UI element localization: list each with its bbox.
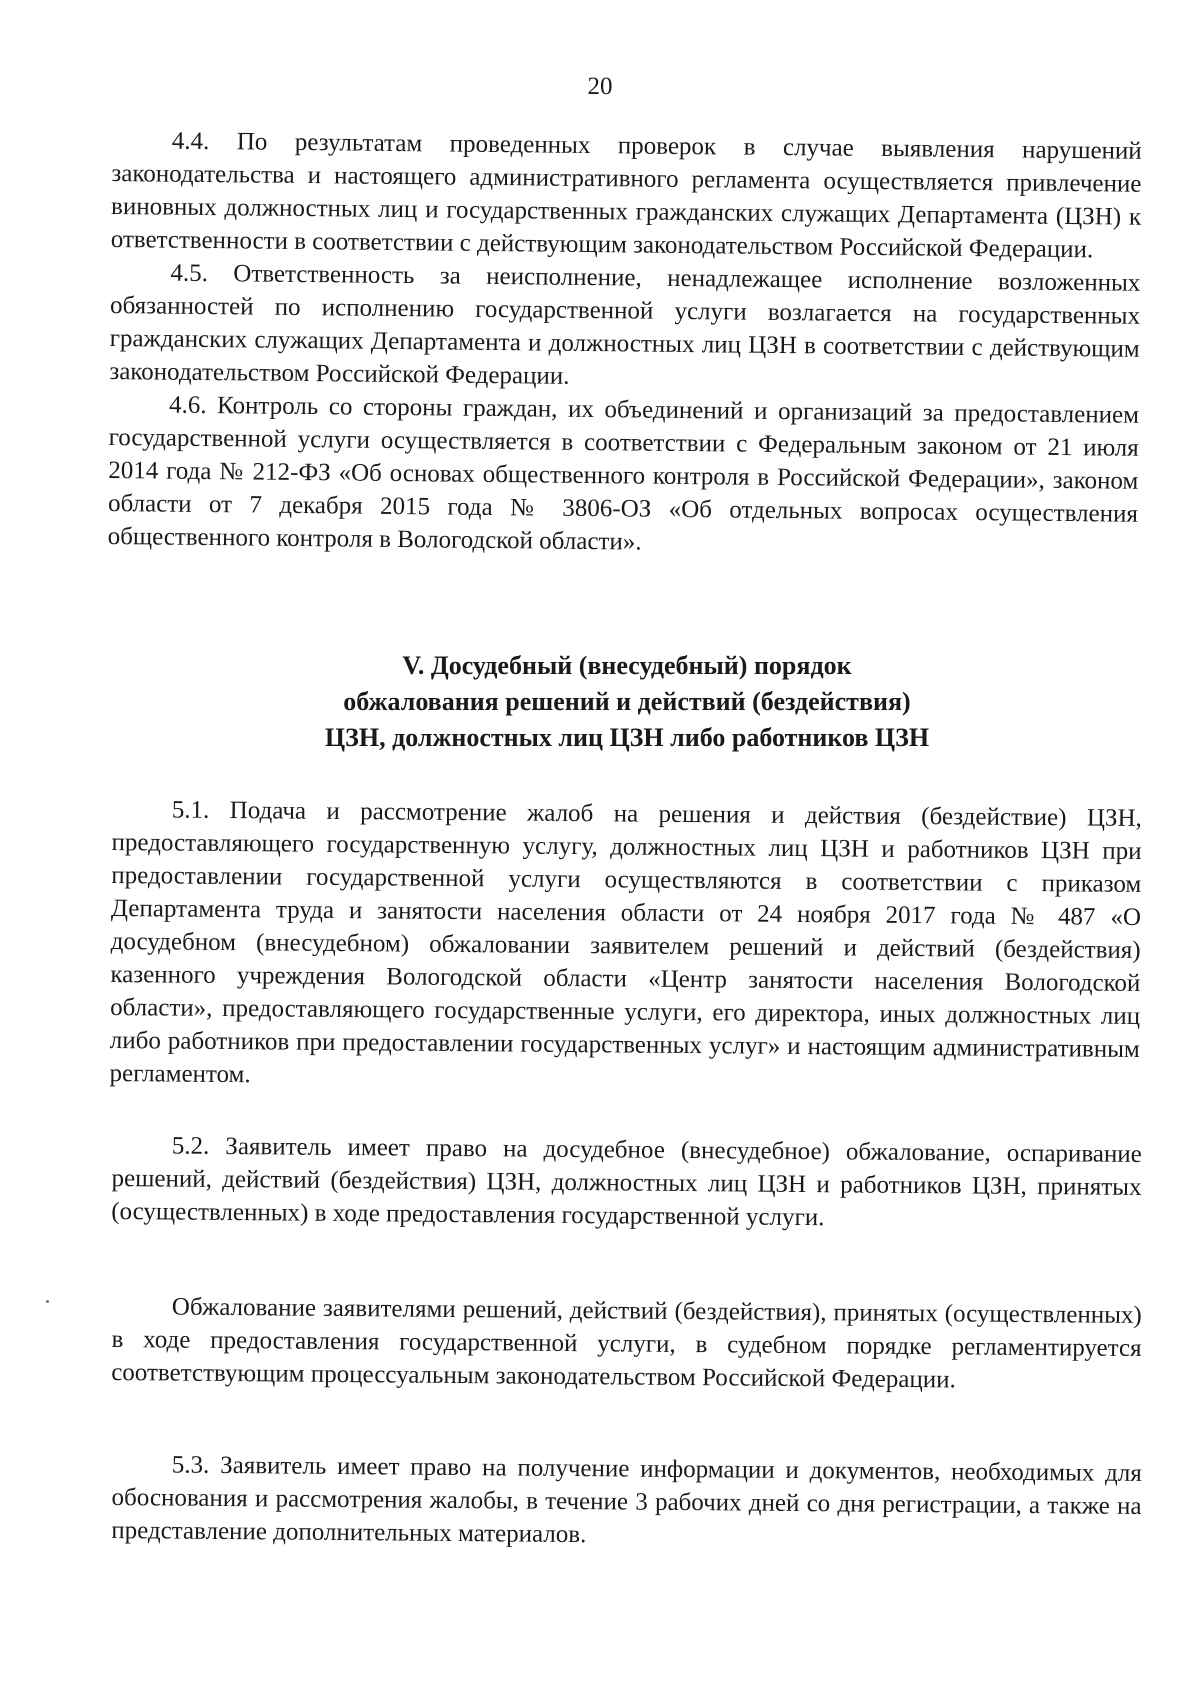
- paragraph-5-3: 5.3. Заявитель имеет право на получение информации и документов, необходимых для обоснования и рассмотрения жалобы, в течение 3 рабочих дней со дня регистрации, а также на представление дополнительных материалов.: [111, 1451, 1142, 1549]
- paragraph-5-2: 5.2. Заявитель имеет право на досудебное (внесудебное) обжалование, оспаривание решений, действий (бездействия) ЦЗН, должностных лиц ЦЗН и работников ЦЗН, принятых (осуществленных) в ходе предоставления государственной услуги.: [111, 1132, 1142, 1232]
- scan-speck: [46, 1300, 49, 1303]
- paragraph-5-2-block: [111, 1129, 1142, 1237]
- paragraph-4-5: 4.5. Ответственность за неисполнение, ненадлежащее исполнение возложенных обязанностей по исполнению государственной услуги возлагается на государственных гражданских служащих Департамента и должностных лиц ЦЗН в соответствии с действующим законодательством Российской Федерации.: [109, 259, 1141, 390]
- section-5-heading-line: обжалования решений и действий (бездействия): [343, 687, 911, 716]
- section-4-paragraphs: [108, 124, 1142, 564]
- paragraph-court-appeal: Обжалование заявителями решений, действий (бездействия), принятых (осуществленных) в ходе предоставления государственной услуги, в судебном порядке регламентируется соответствующим процессуальным законодательством Российской Федерации.: [111, 1293, 1142, 1394]
- paragraph-court-appeal-block: [111, 1290, 1142, 1398]
- paragraph-5-1: 5.1. Подача и рассмотрение жалоб на решения и действия (бездействие) ЦЗН, предоставляющего государственную услугу, должностных лиц ЦЗН и работников ЦЗН при предоставлении государственной услуги осуществляются в соответствии с приказом Департамента труда и занятости населения области от 24 ноября 2017 года № 487 «О досудебном (внесудебном) обжаловании заявителем решений и действий (бездействия) казенного учреждения Вологодской области «Центр занятости населения Вологодской области», предоставляющего государственные услуги, его директора, иных должностных лиц либо работников при предоставлении государственных услуг» и настоящим административным регламентом.: [109, 796, 1142, 1089]
- page-number: 20: [587, 73, 613, 100]
- section-5-heading-line: V. Досудебный (внесудебный) порядок: [402, 651, 852, 680]
- paragraph-5-1-block: [109, 793, 1142, 1099]
- paragraph-4-6: 4.6. Контроль со стороны граждан, их объединений и организаций за предоставлением государственной услуги осуществляется в соответствии с Федеральным законом от 21 июля 2014 года № 212-ФЗ «Об основах общественного контроля в Российской Федерации», законом области от 7 декабря 2015 года № 3806-ОЗ «Об отдельных вопросах осуществления общественного контроля в Вологодской области».: [107, 391, 1140, 556]
- section-5-heading: [112, 648, 1142, 756]
- paragraph-4-4: 4.4. По результатам проведенных проверок в случае выявления нарушений законодательства и настоящего административного регламента осуществляется привлечение виновных должностных лиц и государственных гражданских служащих Департамента (ЦЗН) к ответственности в соответствии с действующим законодательством Российской Федерации.: [110, 127, 1142, 264]
- section-5-heading-line: ЦЗН, должностных лиц ЦЗН либо работников ЦЗН: [324, 723, 930, 752]
- paragraph-5-3-block: [111, 1448, 1142, 1556]
